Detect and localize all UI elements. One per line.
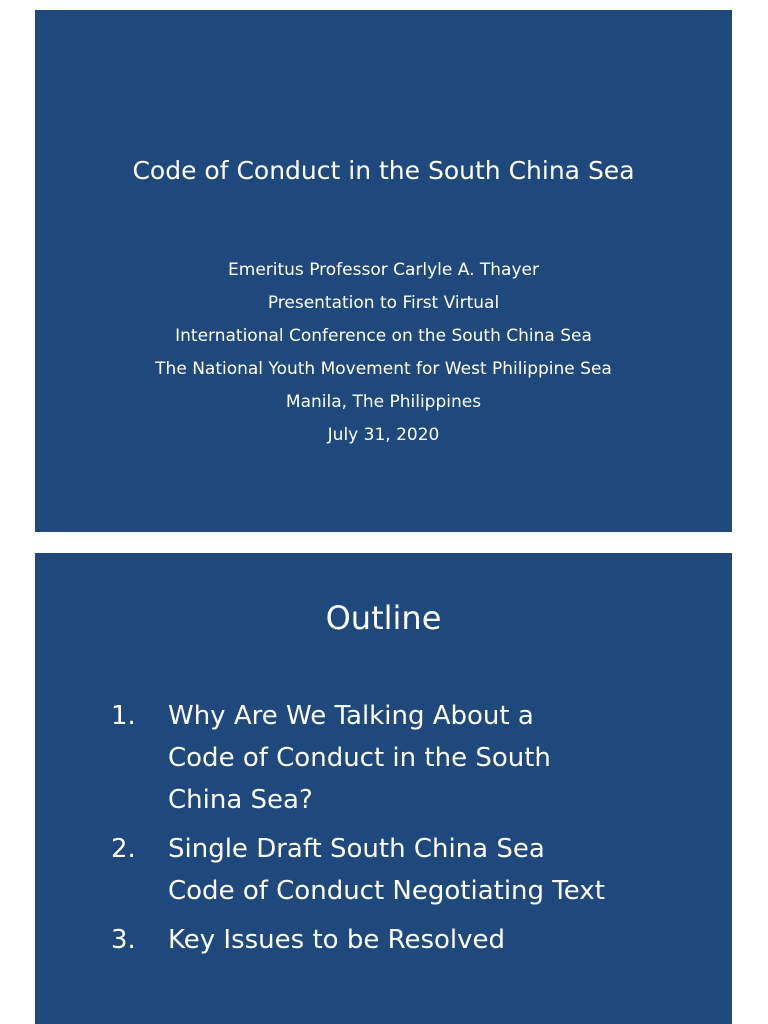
outline-item-text: Why Are We Talking About a Code of Conduct in the South China Sea? bbox=[168, 701, 551, 815]
presentation-line: Presentation to First Virtual bbox=[267, 293, 500, 313]
presentation-date: July 31, 2020 bbox=[327, 425, 440, 445]
organization-name: The National Youth Movement for West Philippine Sea bbox=[155, 359, 612, 379]
location: Manila, The Philippines bbox=[285, 392, 482, 412]
presenter-name: Emeritus Professor Carlyle A. Thayer bbox=[228, 260, 539, 280]
presenter-info bbox=[35, 254, 732, 452]
outline-item-text: Single Draft South China Sea Code of Conduct Negotiating Text bbox=[168, 834, 605, 906]
outline-item bbox=[35, 919, 732, 961]
outline-list bbox=[35, 695, 732, 968]
outline-item-number: 1. bbox=[111, 701, 136, 731]
outline-item-text: Key Issues to be Resolved bbox=[168, 925, 506, 955]
outline-title: Outline bbox=[325, 599, 442, 637]
outline-item-number: 2. bbox=[111, 834, 136, 864]
outline-slide bbox=[35, 553, 732, 1024]
title-slide bbox=[35, 10, 732, 532]
outline-item bbox=[35, 828, 732, 912]
outline-item-number: 3. bbox=[111, 925, 136, 955]
outline-item bbox=[35, 695, 732, 821]
slide-title: Code of Conduct in the South China Sea bbox=[132, 156, 635, 185]
conference-name: International Conference on the South China Sea bbox=[175, 326, 592, 346]
